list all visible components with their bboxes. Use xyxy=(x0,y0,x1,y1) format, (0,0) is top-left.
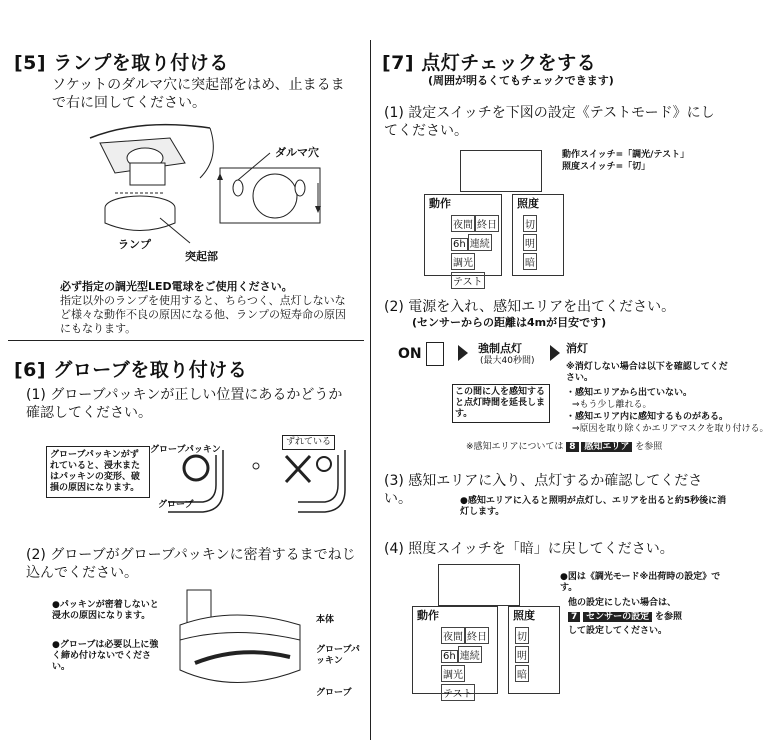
arrow-right-icon xyxy=(458,345,468,361)
check-1-sub: ⇒もう少し離れる。 xyxy=(572,400,652,410)
globe-illustration xyxy=(175,585,310,705)
sensor-unit-thumbnail-2 xyxy=(438,564,520,606)
section-7-step2: (2) 電源を入れ、感知エリアを出てください。 xyxy=(384,299,676,315)
cell-allday-2: 終日 xyxy=(465,627,489,644)
section-6-step2: (2) グローブがグローブパッキンに密着するまでねじ込んでください。 xyxy=(26,547,356,581)
lux-switch-setting: 照度スイッチ=「切」 xyxy=(562,162,651,172)
hand-switch-icon xyxy=(426,342,444,366)
cell-night: 夜間 xyxy=(451,215,475,232)
label-daruma-hole: ダルマ穴 xyxy=(275,146,319,159)
lux-panel-title-2: 照度 xyxy=(513,609,535,622)
fig-ref-label: センサーの設定 xyxy=(583,612,652,622)
section-5-title: [5] ランプを取り付ける xyxy=(14,52,229,74)
packing-warning-box: グローブパッキンがずれていると、浸水またはパッキンの変形、破損の原因になります。 xyxy=(46,446,150,498)
forced-on-duration: (最大40秒間) xyxy=(480,356,535,366)
label-protrusion: 突起部 xyxy=(185,250,218,263)
lux-panel-title-1: 照度 xyxy=(517,197,539,210)
column-divider xyxy=(370,40,371,740)
cell-dimming-2: 調光 xyxy=(441,665,465,682)
cell-night-2: 夜間 xyxy=(441,627,465,644)
sensor-unit-thumbnail-1 xyxy=(460,150,542,192)
op-switch-panel-2 xyxy=(412,606,498,700)
label-globe-2: グローブ xyxy=(316,688,352,698)
area-ref-pre: ※感知エリアについては xyxy=(466,442,564,452)
fig-note-3: して設定してください。 xyxy=(568,626,668,636)
cell-bright-2: 明 xyxy=(515,646,529,663)
cell-6h-2: 6h xyxy=(443,651,456,662)
cell-allday: 終日 xyxy=(475,215,499,232)
not-off-note: ※消灯しない場合は以下を確認してください。 xyxy=(566,362,728,383)
cell-6h: 6h xyxy=(453,239,466,250)
area-ref-num: 8 xyxy=(566,442,578,452)
label-globe-1: グローブ xyxy=(158,500,194,510)
on-label: ON xyxy=(398,346,422,362)
cell-test-2: テスト xyxy=(441,684,475,701)
section-6-step1: (1) グローブパッキンが正しい位置にあるかどうか確認してください。 xyxy=(26,387,343,421)
label-lamp: ランプ xyxy=(118,238,151,251)
lamp-note-bold: 必ず指定の調光型LED電球をご使用ください。 xyxy=(60,280,293,293)
section-6-title: [6] グローブを取り付ける xyxy=(14,359,248,381)
cell-dark-2: 暗 xyxy=(515,665,529,682)
cell-off: 切 xyxy=(523,215,537,232)
area-ref xyxy=(466,442,662,453)
section-7-step2-sub: (センサーからの距離は4mが目安です) xyxy=(412,316,607,329)
lux-switch-panel-2 xyxy=(508,606,560,694)
label-body: 本体 xyxy=(316,615,335,625)
op-panel-title-1: 動作 xyxy=(429,197,451,210)
section-7-step3: (3) 感知エリアに入り、点灯するか確認してください。 xyxy=(384,473,703,507)
section-7-title: [7] 点灯チェックをする xyxy=(382,52,597,74)
fig-ref-post: を参照 xyxy=(655,612,683,622)
cell-dimming: 調光 xyxy=(451,253,475,270)
label-globe-packing-2: グローブパッキン xyxy=(316,645,360,666)
cell-continuous: 連続 xyxy=(468,234,492,251)
arrow-right-icon-2 xyxy=(550,345,560,361)
lamp-illustration xyxy=(60,118,360,268)
lux-switch-panel-1 xyxy=(512,194,564,276)
op-panel-title-2: 動作 xyxy=(417,609,439,622)
check-1: ・感知エリアから出ていない。 xyxy=(566,388,693,398)
fig-note-2: 他の設定にしたい場合は、 xyxy=(568,598,677,608)
section-5-text: ソケットのダルマ穴に突起部をはめ、止まるまで右に回してください。 xyxy=(52,77,345,111)
fig-note-1: ●図は《調光モード※出荷時の設定》です。 xyxy=(560,572,721,593)
area-ref-post: を参照 xyxy=(635,442,663,452)
cell-test: テスト xyxy=(451,272,485,289)
shifted-callout: ずれている xyxy=(282,435,335,450)
section-7-step4: (4) 照度スイッチを「暗」に戻してください。 xyxy=(384,541,674,557)
lamp-note: 指定以外のランプを使用すると、ちらつく、点灯しないなど様々な動作不良の原因になる他、ランプの短寿命の原因にもなります。 xyxy=(60,294,346,335)
extend-note-box: この間に人を感知すると点灯時間を延長します。 xyxy=(452,384,550,423)
cell-dark: 暗 xyxy=(523,253,537,270)
fig-ref xyxy=(568,612,682,623)
area-ref-label: 感知エリア xyxy=(581,442,632,452)
check-2-sub: ⇒原因を取り除くかエリアマスクを取り付ける。 xyxy=(572,424,769,434)
globe-bullet-2: ●グローブは必要以上に強く締め付けないでください。 xyxy=(52,640,159,672)
label-globe-packing-1: グローブパッキン xyxy=(150,445,221,455)
cell-bright: 明 xyxy=(523,234,537,251)
globe-bullet-1: ●パッキンが密着しないと浸水の原因になります。 xyxy=(52,600,159,621)
section-divider xyxy=(8,340,364,341)
section-7-step1: (1) 設定スイッチを下図の設定《テストモード》にしてください。 xyxy=(384,105,715,139)
forced-on-label: 強制点灯 xyxy=(478,342,522,355)
section-7-subtitle: (周囲が明るくてもチェックできます) xyxy=(428,74,614,87)
off-label: 消灯 xyxy=(566,342,588,355)
section-7-step3-note: ●感知エリアに入ると照明が点灯し、エリアを出ると約5秒後に消灯します。 xyxy=(460,496,727,517)
fig-ref-num: 7 xyxy=(568,612,580,622)
check-2: ・感知エリア内に感知するものがある。 xyxy=(566,412,729,422)
op-switch-setting: 動作スイッチ=「調光/テスト」 xyxy=(562,150,690,160)
cell-continuous-2: 連続 xyxy=(458,646,482,663)
op-switch-panel-1 xyxy=(424,194,502,288)
cell-off-2: 切 xyxy=(515,627,529,644)
